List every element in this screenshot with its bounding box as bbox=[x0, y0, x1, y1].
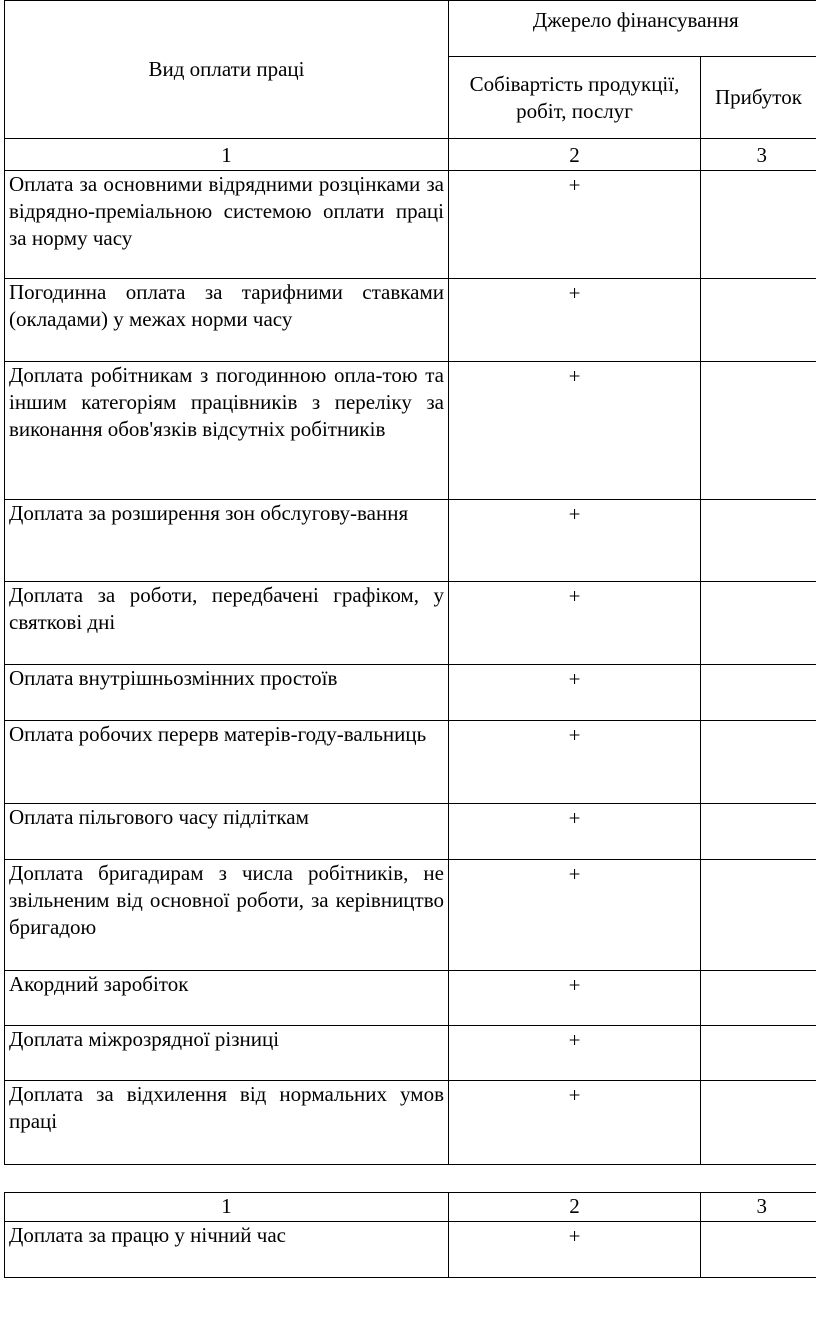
column-number-3: 3 bbox=[701, 1193, 816, 1222]
pay-type-cell: Погодинна оплата за тарифними ставками (окладами) у межах норми часу bbox=[5, 279, 449, 362]
table-row bbox=[5, 1222, 816, 1278]
cost-mark-cell: + bbox=[449, 1081, 701, 1165]
table-row bbox=[5, 804, 816, 860]
table-row bbox=[5, 500, 816, 582]
table-row bbox=[5, 860, 816, 971]
cost-mark-cell: + bbox=[449, 721, 701, 804]
profit-mark-cell bbox=[701, 721, 816, 804]
column-number-3: 3 bbox=[701, 139, 816, 171]
profit-mark-cell bbox=[701, 500, 816, 582]
cost-mark-cell: + bbox=[449, 362, 701, 500]
cost-mark-cell: + bbox=[449, 582, 701, 665]
cost-mark-cell: + bbox=[449, 1222, 701, 1278]
cost-mark-cell: + bbox=[449, 860, 701, 971]
pay-type-cell: Доплата за розширення зон обслугову-вання bbox=[5, 500, 449, 582]
pay-type-cell: Оплата пільгового часу підліткам bbox=[5, 804, 449, 860]
column-header-pay-type: Вид оплати праці bbox=[5, 1, 449, 139]
profit-mark-cell bbox=[701, 362, 816, 500]
column-group-header-funding-source: Джерело фінансування bbox=[449, 1, 816, 57]
pay-type-cell: Доплата міжрозрядної різниці bbox=[5, 1026, 449, 1081]
table-row bbox=[5, 1026, 816, 1081]
pay-type-cell: Доплата за працю у нічний час bbox=[5, 1222, 449, 1278]
pay-type-cell: Оплата внутрішньозмінних простоїв bbox=[5, 665, 449, 721]
cost-mark-cell: + bbox=[449, 971, 701, 1026]
profit-mark-cell bbox=[701, 1222, 816, 1278]
column-number-2: 2 bbox=[449, 1193, 701, 1222]
column-header-cost: Собівартість продукції, робіт, послуг bbox=[449, 57, 701, 139]
pay-type-cell: Доплата робітникам з погодинною опла-тою та іншим категоріям працівників з переліку за виконання обов'язків відсутніх робітників bbox=[5, 362, 449, 500]
profit-mark-cell bbox=[701, 804, 816, 860]
cost-mark-cell: + bbox=[449, 1026, 701, 1081]
column-number-row bbox=[5, 1193, 816, 1222]
pay-type-cell: Доплата за роботи, передбачені графіком, у святкові дні bbox=[5, 582, 449, 665]
profit-mark-cell bbox=[701, 171, 816, 279]
profit-mark-cell bbox=[701, 665, 816, 721]
table-row bbox=[5, 665, 816, 721]
table-row bbox=[5, 362, 816, 500]
cost-mark-cell: + bbox=[449, 665, 701, 721]
profit-mark-cell bbox=[701, 971, 816, 1026]
column-header-profit: Прибуток bbox=[701, 57, 816, 139]
table-row bbox=[5, 721, 816, 804]
continuation-table bbox=[4, 1192, 816, 1278]
pay-type-cell: Акордний заробіток bbox=[5, 971, 449, 1026]
profit-mark-cell bbox=[701, 582, 816, 665]
profit-mark-cell bbox=[701, 279, 816, 362]
payment-sources-table bbox=[4, 0, 816, 1165]
profit-mark-cell bbox=[701, 1026, 816, 1081]
column-number-2: 2 bbox=[449, 139, 701, 171]
table-row bbox=[5, 171, 816, 279]
pay-type-cell: Доплата бригадирам з числа робітників, не звільненим від основної роботи, за керівництво бригадою bbox=[5, 860, 449, 971]
cost-mark-cell: + bbox=[449, 171, 701, 279]
cost-mark-cell: + bbox=[449, 804, 701, 860]
cost-mark-cell: + bbox=[449, 279, 701, 362]
profit-mark-cell bbox=[701, 1081, 816, 1165]
header-row-1 bbox=[5, 1, 816, 57]
profit-mark-cell bbox=[701, 860, 816, 971]
column-number-row bbox=[5, 139, 816, 171]
pay-type-cell: Оплата робочих перерв матерів-году-вальниць bbox=[5, 721, 449, 804]
column-number-1: 1 bbox=[5, 1193, 449, 1222]
pay-type-cell: Доплата за відхилення від нормальних умов праці bbox=[5, 1081, 449, 1165]
table-row bbox=[5, 1081, 816, 1165]
pay-type-cell: Оплата за основними відрядними розцінками за відрядно-преміальною системою оплати праці за норму часу bbox=[5, 171, 449, 279]
table-row bbox=[5, 279, 816, 362]
table-row bbox=[5, 582, 816, 665]
column-number-1: 1 bbox=[5, 139, 449, 171]
table-row bbox=[5, 971, 816, 1026]
cost-mark-cell: + bbox=[449, 500, 701, 582]
